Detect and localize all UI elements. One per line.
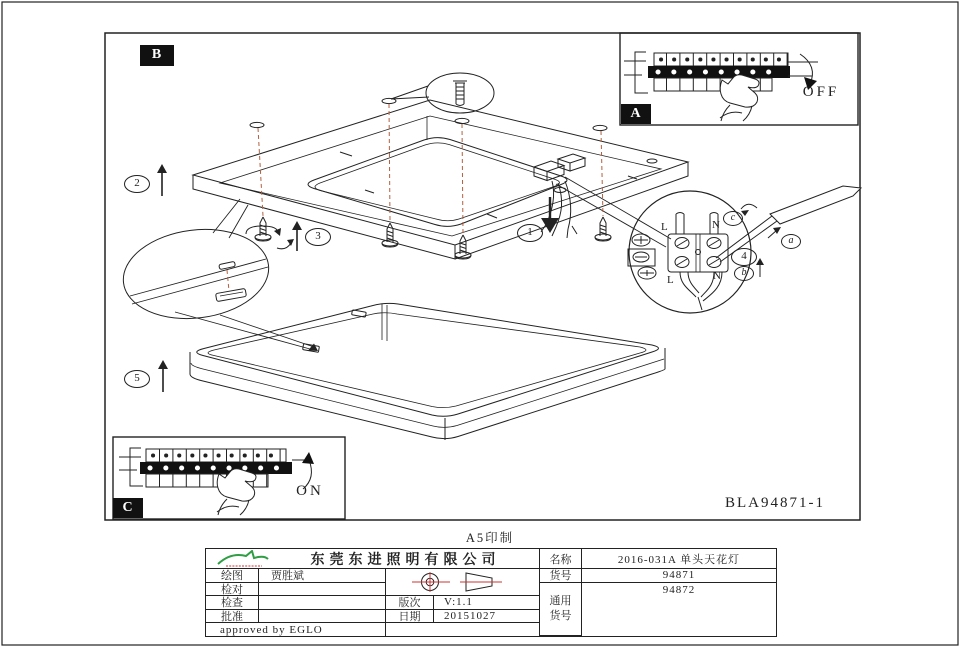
switch-off-label: OFF — [802, 84, 840, 100]
company-header — [206, 549, 540, 569]
drawing-number: BLA94871-1 — [725, 495, 825, 511]
company-logo — [214, 550, 272, 568]
inset-a-art — [620, 33, 858, 125]
terminal-label-n-bottom: N — [713, 270, 721, 282]
step-balloon-2: 2 — [124, 175, 150, 193]
inspected-label: 检查 — [206, 596, 259, 610]
item-number: 94871 — [582, 569, 776, 583]
drawn-by: 贾胜斌 — [259, 569, 386, 583]
drawn-label: 绘图 — [206, 569, 259, 583]
terminal-label-n-top: N — [712, 219, 720, 231]
empty-cell — [386, 623, 540, 636]
checked-by — [259, 583, 386, 597]
step-balloon-4: 4 — [731, 248, 757, 266]
projection-symbol — [408, 569, 518, 595]
section-label-c: C — [113, 498, 143, 518]
version-value: V:1.1 — [434, 596, 540, 610]
terminal-label-l-bottom: L — [667, 274, 674, 286]
inset-c-art — [113, 437, 345, 519]
item-label: 货号 — [540, 569, 582, 583]
company-name: 东莞东进照明有限公司 — [310, 552, 501, 568]
approved-by — [259, 610, 386, 624]
date-label: 日期 — [386, 610, 434, 624]
common-item-number: 94872 — [662, 583, 696, 596]
step-balloon-1: 1 — [517, 224, 543, 242]
date-value: 20151027 — [434, 610, 540, 624]
projection-symbol-cell — [386, 569, 540, 596]
slot-detail-circle — [118, 199, 318, 351]
product-name: 2016-031A 单头天花灯 — [582, 549, 776, 569]
title-block — [205, 548, 777, 637]
version-label: 版次 — [386, 596, 434, 610]
inspected-by — [259, 596, 386, 610]
mounting-plate — [193, 100, 688, 259]
common-item-label: 通用货号 — [540, 583, 582, 637]
approved-label: 批准 — [206, 610, 259, 624]
section-label-b: B — [140, 45, 174, 66]
switch-on-label: ON — [296, 483, 324, 499]
step-balloon-5: 5 — [124, 370, 150, 388]
terminal-label-l-top: L — [661, 221, 668, 233]
detail-letter-b: b — [734, 266, 754, 281]
print-note: A5印制 — [465, 531, 515, 545]
approved-note: approved by EGLO — [206, 623, 386, 636]
lamp-body — [190, 303, 665, 440]
name-label: 名称 — [540, 549, 582, 569]
step-arrows — [157, 164, 559, 392]
section-label-a: A — [621, 104, 651, 124]
detail-letter-c: c — [723, 211, 743, 226]
checked-label: 检对 — [206, 583, 259, 597]
step-balloon-3: 3 — [305, 228, 331, 246]
detail-letter-a: a — [781, 234, 801, 249]
